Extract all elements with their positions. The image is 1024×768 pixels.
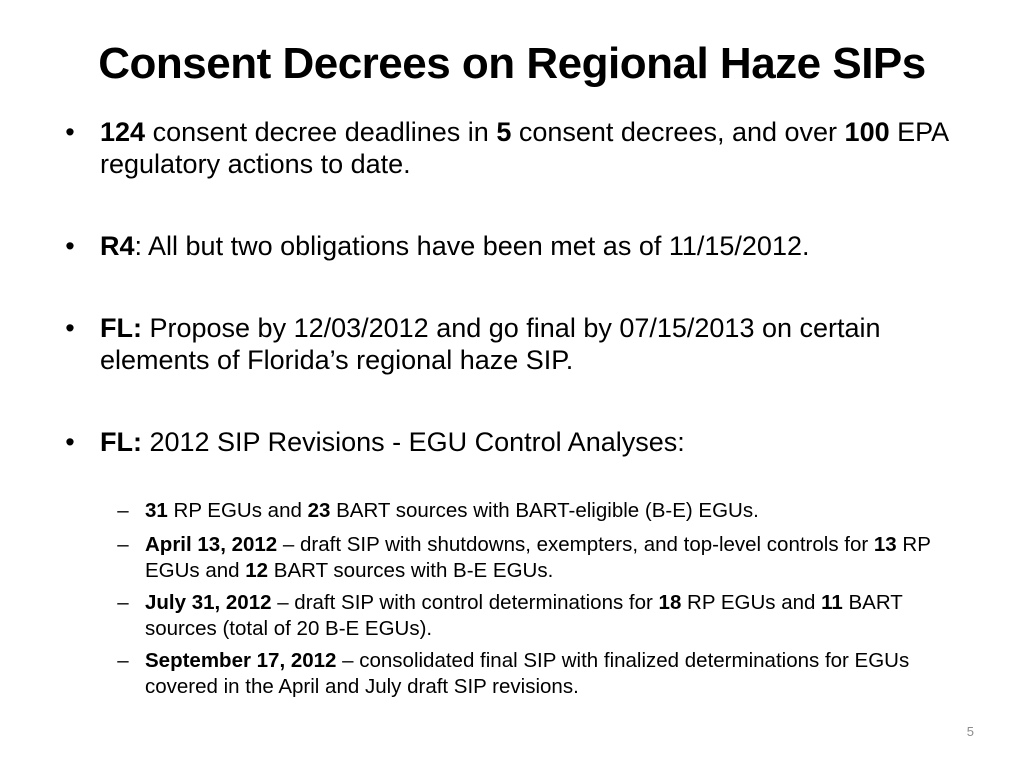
bullet-dot: •: [65, 427, 75, 457]
bullet-label: FL:: [100, 427, 142, 457]
bullet-label: R4: [100, 231, 135, 261]
sub-dash: –: [117, 591, 129, 614]
subbullet-july-draft: [117, 590, 965, 642]
rp-egu-count: 18: [658, 591, 682, 614]
bullet-dot: •: [65, 231, 75, 261]
rp-egu-count: 13: [873, 533, 897, 556]
subbullet-september-final: [117, 648, 965, 700]
sub-dash: –: [117, 533, 129, 556]
sub-dash: –: [117, 649, 129, 672]
bart-source-count: 23: [307, 499, 331, 522]
rp-egu-count: 31: [145, 499, 168, 522]
bullet-text: 2012 SIP Revisions - EGU Control Analyses:: [141, 427, 685, 457]
bullet-text: consent decrees, and over: [511, 117, 845, 147]
decree-count: 5: [496, 117, 512, 147]
sub-text: RP EGUs and: [167, 499, 308, 522]
bullet-text: : All but two obligations have been met as of 11/15/2012.: [134, 231, 810, 261]
bullet-dot: •: [65, 313, 75, 343]
bullet-text: EPA regulatory actions to date.: [100, 117, 948, 179]
bart-source-count: 12: [245, 559, 269, 582]
bullet-fl-revisions: [65, 426, 960, 458]
sub-text: RP EGUs and: [145, 533, 931, 582]
sub-text: – consolidated final SIP with finalized determinations for EGUs covered in the April and July draft SIP revisions.: [145, 649, 910, 698]
sub-date: September 17, 2012: [145, 649, 337, 672]
sub-text: BART sources (total of 20 B-E EGUs).: [145, 591, 903, 640]
deadline-count: 124: [100, 117, 146, 147]
bullet-label: FL:: [100, 313, 142, 343]
slide-title: Consent Decrees on Regional Haze SIPs: [98, 39, 926, 88]
sub-date: April 13, 2012: [145, 533, 278, 556]
page-number: 5: [966, 724, 974, 739]
sub-text: BART sources with B-E EGUs.: [268, 559, 554, 582]
bullet-text: Propose by 12/03/2012 and go final by 07/15/2013 on certain elements of Florida’s regional haze SIP.: [100, 313, 881, 375]
subbullet-april-draft: [117, 532, 965, 584]
bullet-text: consent decree deadlines in: [145, 117, 497, 147]
bullet-r4: [65, 230, 960, 262]
sub-date: July 31, 2012: [145, 591, 272, 614]
sub-dash: –: [117, 499, 129, 522]
sub-text: RP EGUs and: [681, 591, 822, 614]
sub-text: – draft SIP with shutdowns, exempters, and top-level controls for: [277, 533, 874, 556]
sub-text: – draft SIP with control determinations for: [271, 591, 659, 614]
subbullet-egu-counts: [117, 498, 965, 524]
bullet-dot: •: [65, 117, 75, 147]
action-count: 100: [844, 117, 890, 147]
bullet-consent-deadlines: [65, 116, 960, 180]
sub-text: BART sources with BART-eligible (B-E) EGUs.: [330, 499, 759, 522]
bullet-fl-propose: [65, 312, 960, 376]
bart-source-count: 11: [821, 591, 843, 614]
